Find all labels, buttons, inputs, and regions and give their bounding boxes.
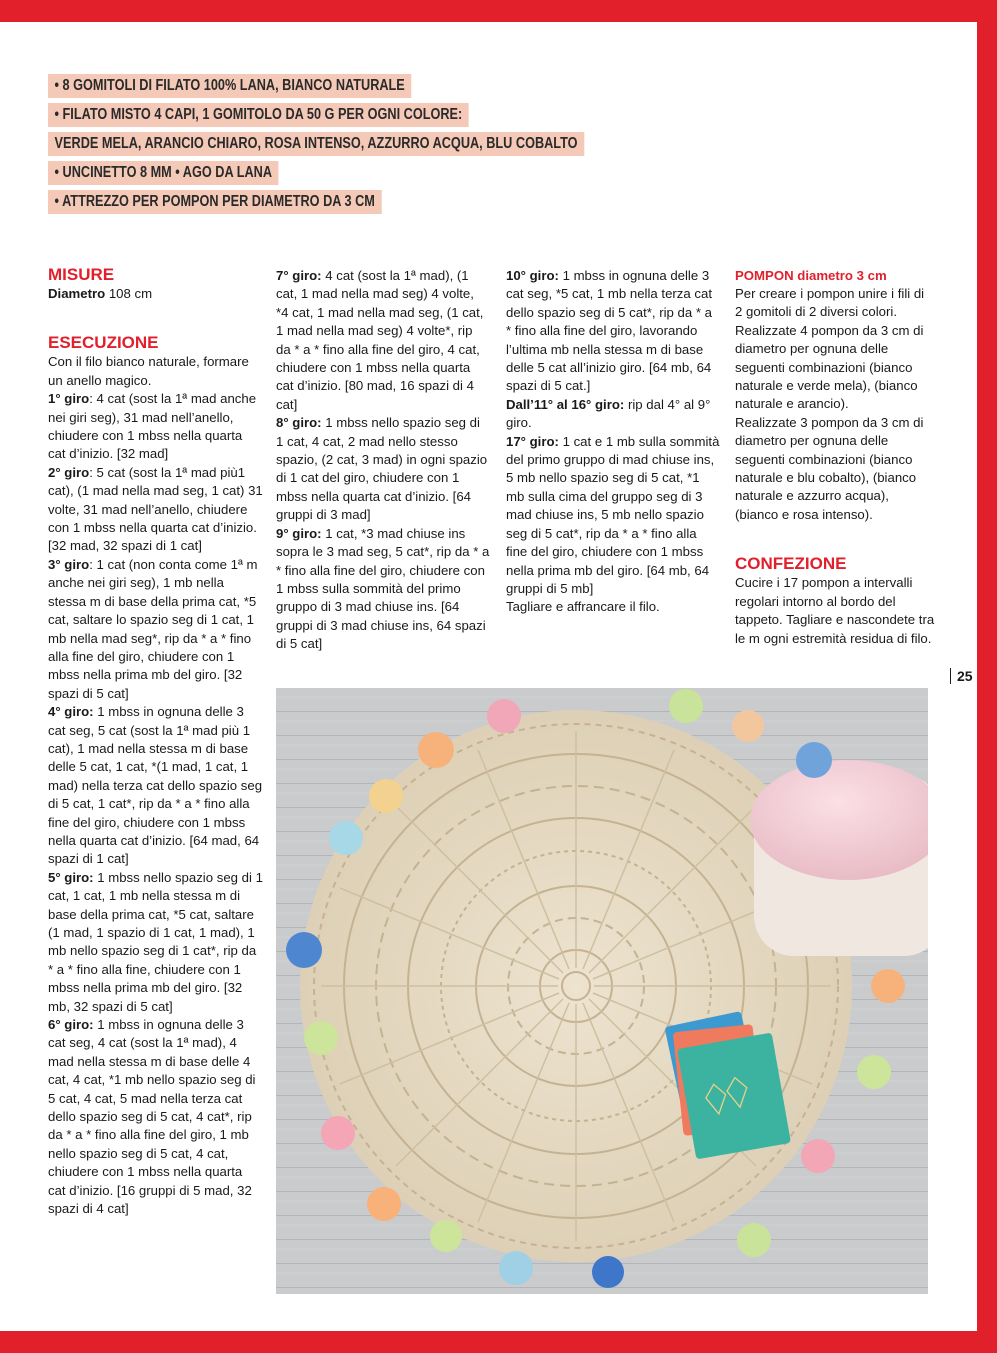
red-frame-bottom — [0, 1331, 997, 1353]
round-label: 3° giro — [48, 556, 90, 572]
red-frame-right — [977, 0, 997, 1353]
material-item: • FILATO MISTO 4 CAPI, 1 GOMITOLO DA 50 G PER OGNI COLORE: — [48, 103, 469, 127]
round-label: 8° giro: — [276, 415, 322, 431]
misure-heading: MISURE — [48, 265, 115, 284]
round-text: 1 mbss nello spazio seg di 1 cat, 4 cat, 2 mad nello stesso spazio, (2 cat, 3 mad) in ogni spazio di 1 cat del giro, chiudere con 1 mbss nella quarta cat d’inizio. [64 gruppi di 3 mad] — [276, 415, 488, 523]
round-9 — [276, 525, 490, 654]
round-label: 2° giro — [48, 464, 90, 480]
round-text: 1 mbss in ognuna delle 3 cat seg, 5 cat (sost la 1ª mad più 1 cat), 1 mad nella stessa m di base delle 5 cat, 1 cat, *(1 mad, 1 cat, 1 mad) nella terza cat dello spazio seg di 5 cat, 1 cat*, rip da * a * fino alla fine del giro, chiudere con 1 mbss nella quarta cat d’inizio. [64 mad, 64 spazi di 1 cat] — [48, 704, 263, 867]
round-text: : 1 cat (non conta come 1ª m anche nei giri seg), 1 mb nella stessa m di base della prima cat, *5 cat, saltare lo spazio seg di 1 cat, 1 mb nella mad seg*, rip da * a * fino alla fine del giro, chiudere con 1 mbss nella prima mb del giro. [32 spazi di 5 cat] — [48, 556, 258, 701]
ending-text: Tagliare e affrancare il filo. — [506, 599, 660, 615]
round-11-16 — [506, 396, 720, 433]
round-4 — [48, 703, 263, 869]
round-7 — [276, 267, 490, 414]
round-label: 10° giro: — [506, 268, 559, 283]
text-column-2 — [276, 267, 490, 654]
round-label: 7° giro: — [276, 268, 322, 283]
round-text: 1 mbss in ognuna delle 3 cat seg, *5 cat, 1 mb nella terza cat dello spazio seg di 5 cat*, rip da * a * fino alla fine del giro, lavorando l’ultima mb nella stessa m di base delle 5 cat all’inizio giro. [64 mb, 64 spazi di 5 cat.] — [506, 268, 712, 394]
round-3 — [48, 556, 263, 703]
text-column-1 — [48, 265, 263, 1219]
confezione-heading: CONFEZIONE — [735, 554, 847, 574]
round-text: 1 cat e 1 mb sulla sommità del primo gruppo di mad chiuse ins, 5 mb nello spazio seg di 5 cat, *1 mb sulla cima del gruppo seg di 3 mad chiuse ins, 5 mb nello spazio seg di 5 cat*, rip da * a * fino alla fine del giro, chiudere con 1 mbss nella prima mb del giro. [64 mb, 64 gruppi di 5 mb] — [506, 433, 720, 596]
round-label: 6° giro: — [48, 1017, 94, 1033]
round-text: : 5 cat (sost la 1ª mad più1 cat), (1 mad nella mad seg, 1 cat) 31 volte, 31 mad nell’anello, chiudere con 1 mbss nella quarta cat d’inizio. [32 mad, 32 spazi di 1 cat] — [48, 464, 263, 554]
round-label: 4° giro: — [48, 704, 94, 720]
round-6 — [48, 1016, 263, 1218]
round-8 — [276, 414, 490, 524]
round-text: rip dal 4° al 9° giro. — [506, 396, 711, 431]
pink-stool — [750, 760, 928, 956]
misure-label: Diametro — [48, 286, 106, 301]
round-10 — [506, 267, 720, 396]
materials-list — [48, 74, 702, 219]
misure-value: 108 cm — [105, 286, 153, 301]
material-item: VERDE MELA, ARANCIO CHIARO, ROSA INTENSO, AZZURRO ACQUA, BLU COBALTO — [48, 132, 584, 156]
text-column-3 — [506, 267, 720, 617]
text-column-4 — [735, 267, 935, 648]
red-frame-top — [0, 0, 997, 22]
material-item: • UNCINETTO 8 MM • AGO DA LANA — [48, 161, 279, 185]
material-item: • 8 GOMITOLI DI FILATO 100% LANA, BIANCO NATURALE — [48, 74, 411, 98]
rug-photo — [276, 688, 928, 1294]
esecuzione-intro: Con il filo bianco naturale, formare un anello magico. — [48, 354, 249, 388]
round-label: 5° giro: — [48, 869, 94, 885]
round-text: 1 mbss in ognuna delle 3 cat seg, 4 cat (sost la 1ª mad), 4 mad nella stessa m di base delle 4 cat, 4 cat, *1 mb nello spazio seg di 5 cat, 4 cat, 5 mad nella terza cat dello spazio seg di 5 cat, 4 cat*, rip da * a * fino alla fine del giro, 1 mb nello spazio seg di 5 cat, 4 cat, chiudere con 1 mbss nella quarta cat d’inizio. [16 gruppi di 5 mad, 32 spazi di 4 cat] — [48, 1017, 256, 1217]
pompon-heading: POMPON diametro 3 cm — [735, 268, 887, 283]
round-label: 17° giro: — [506, 433, 559, 449]
misure-line — [48, 285, 263, 303]
pompon-text-1: Per creare i pompon unire i fili di 2 gomitoli di 2 diversi colori. Realizzate 4 pompon da 3 cm di diametro per ognuna delle seguenti combinazioni (bianco naturale e verde mela), (bianco naturale e arancio). — [735, 286, 925, 412]
esecuzione-heading: ESECUZIONE — [48, 333, 159, 353]
round-1 — [48, 390, 263, 464]
round-text: 4 cat (sost la 1ª mad), (1 cat, 1 mad nella mad seg) 4 volte, *4 cat, 1 mad nella mad seg, (1 cat, 1 mad nella mad seg) 4 volte*, rip da * a * fino alla fine del giro, 4 cat, chiudere con 1 mbss nella quarta cat d’inizio. [80 mad, 16 spazi di 4 cat] — [276, 268, 484, 412]
round-text: 1 cat, *3 mad chiuse ins sopra le 3 mad seg, 5 cat*, rip da * a * fino alla fine del giro, chiudere con 1 mbss sulla sommità del primo gruppo di 3 mad chiuse ins. [64 gruppi di 3 mad chiuse ins, 64 spazi di 5 cat] — [276, 525, 490, 652]
rug-photo-illustration — [276, 688, 928, 1294]
round-text: : 4 cat (sost la 1ª mad anche nei giri seg), 31 mad nell’anello, chiudere con 1 mbss nella quarta cat d’inizio. [32 mad] — [48, 391, 257, 462]
pompon-text-2: Realizzate 3 pompon da 3 cm di diametro per ognuna delle seguenti combinazioni (bianco naturale e blu cobalto), (bianco naturale e azzurro acqua), (bianco e rosa intenso). — [735, 414, 924, 522]
round-label: Dall’11° al 16° giro: — [506, 396, 625, 412]
material-item: • ATTREZZO PER POMPON PER DIAMETRO DA 3 CM — [48, 190, 381, 214]
page-number: 25 — [950, 668, 973, 684]
round-2 — [48, 464, 263, 556]
round-17 — [506, 433, 720, 599]
round-text: 1 mbss nello spazio seg di 1 cat, 1 cat, 1 mb nella stessa m di base della prima cat, *5 cat, saltare (1 mad, 1 spazio di 1 cat, 1 mad), 1 mb nello spazio seg di 1 cat*, rip da * a * fino alla fine, chiudere con 1 mbss nella prima mb del giro. [32 mb, 32 spazi di 5 cat] — [48, 869, 263, 1014]
round-label: 1° giro — [48, 391, 90, 407]
confezione-text: Cucire i 17 pompon a intervalli regolari intorno al bordo del tappeto. Tagliare e nascondete tra le m ogni estremità residua di filo. — [735, 575, 935, 646]
round-5 — [48, 869, 263, 1016]
round-label: 9° giro: — [276, 525, 322, 541]
